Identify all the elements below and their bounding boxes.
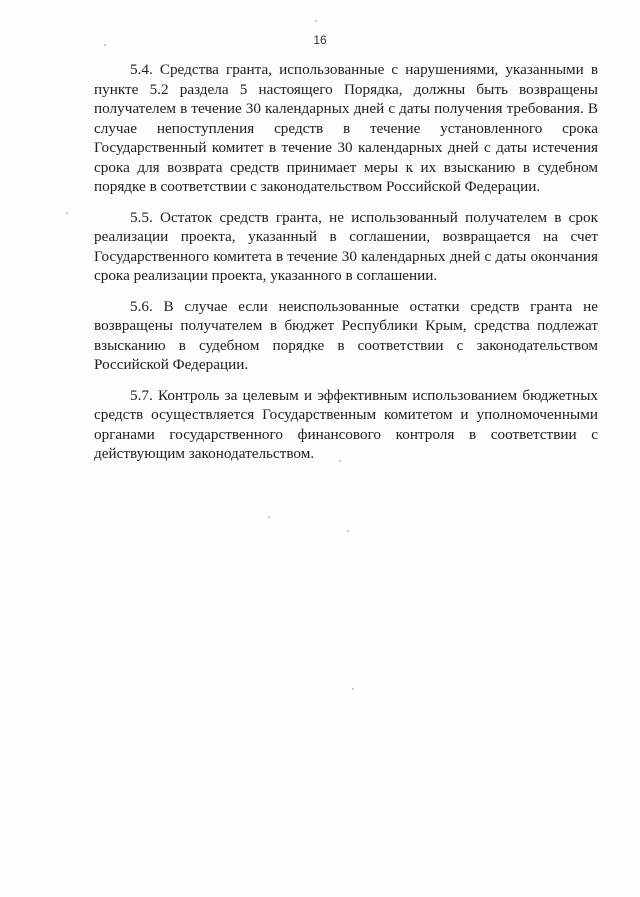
document-body	[94, 60, 598, 475]
scan-speck	[352, 688, 354, 690]
scan-speck	[339, 460, 341, 462]
paragraph-5-4: 5.4. Средства гранта, использованные с нарушениями, указанными в пункте 5.2 раздела 5 настоящего Порядка, должны быть возвращены получателем в течение 30 календарных дней с даты получения требования. В случае непоступления средств в течение установленного срока Государственный комитет в течение 30 календарных дней с даты истечения срока для возврата средств принимает меры к их взысканию в судебном порядке в соответствии с законодательством Российской Федерации.	[94, 61, 598, 195]
paragraph-5-6: 5.6. В случае если неиспользованные остатки средств гранта не возвращены получателем в бюджет Республики Крым, средства подлежат взысканию в судебном порядке в соответствии с законодательством Российской Федерации.	[94, 297, 598, 373]
paragraph-5-7: 5.7. Контроль за целевым и эффективным использованием бюджетных средств осуществляется Государственным комитетом и уполномоченными органами государственного финансового контроля в соответствии с действующим законодательством.	[94, 386, 598, 462]
paragraph-5-5: 5.5. Остаток средств гранта, не использованный получателем в срок реализации проекта, указанный в соглашении, возвращается на счет Государственного комитета в течение 30 календарных дней с даты окончания срока реализации проекта, указанного в соглашении.	[94, 208, 598, 284]
scan-speck	[66, 212, 68, 214]
scan-speck	[104, 44, 106, 46]
scan-speck	[268, 516, 270, 518]
page-number: 16	[313, 33, 327, 47]
scan-speck	[347, 530, 349, 532]
scan-speck	[315, 20, 317, 22]
